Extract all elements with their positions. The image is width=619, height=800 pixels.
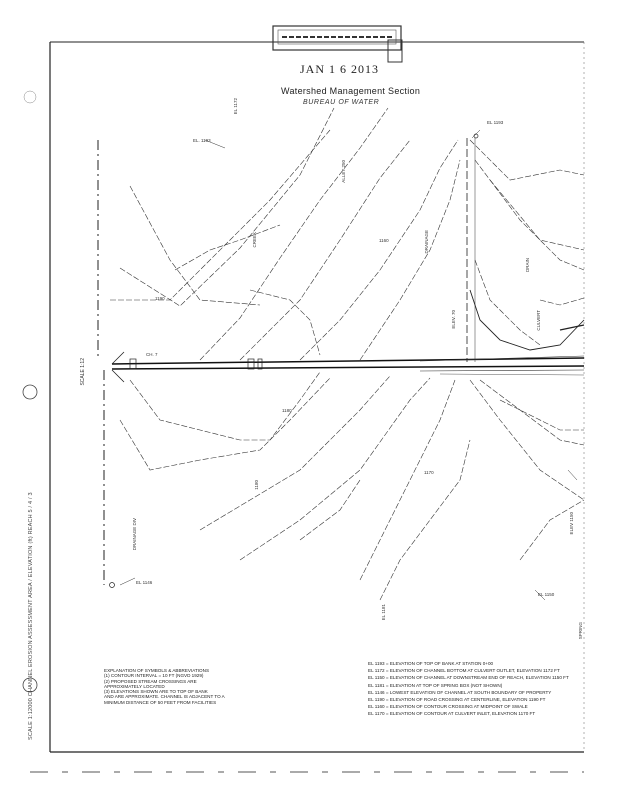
page-title: Watershed Management Section	[281, 86, 421, 96]
map-label: SPRING	[578, 622, 583, 640]
note-line: EXPLANATION OF SYMBOLS & ABBREVIATIONS	[104, 668, 210, 673]
note-line: APPROXIMATELY LOCATED	[104, 683, 165, 689]
map-label: EL 1193	[487, 120, 504, 125]
notes-left	[104, 668, 254, 705]
map-label: ELEV 1150	[569, 512, 574, 535]
map-label: EL 1150	[538, 592, 555, 597]
map-label: 1190	[155, 296, 165, 301]
side-annotation: SCALE 1:12000 CHANNEL EROSION ASSESSMENT AREA / ELEVATION (ft) REACH 5 / 4 / 3	[28, 492, 34, 740]
page-subtitle: BUREAU OF WATER	[303, 99, 380, 106]
map-label: EL 1146	[136, 580, 153, 585]
map-label: DRAIN	[525, 258, 530, 273]
map-label: EL. 1193	[193, 138, 211, 143]
map-label: CREEK	[252, 232, 257, 248]
map-label: CULVERT	[536, 310, 541, 331]
note-line: EL 1160 = ELEVATION OF CONTOUR CROSSING AT MIDPOINT OF SWALE	[368, 704, 528, 710]
map-label: DRAINAGE	[424, 230, 429, 254]
map-label: EL 1181	[381, 604, 386, 621]
map-label: ELEV. 70	[451, 310, 456, 329]
map-label: CH. 7	[146, 352, 158, 357]
map-label: ALLEY 250	[341, 160, 346, 183]
map-label: 1170	[424, 470, 434, 475]
map-label: 1180	[282, 408, 292, 413]
map-label: 1180	[254, 480, 259, 490]
note-line: MINIMUM DISTANCE OF 50 FEET FROM FACILITIES	[104, 699, 217, 705]
map-label: DRAINAGE DIV	[132, 518, 137, 551]
note-line: EL 1190 = ELEVATION OF ROAD CROSSING AT CENTERLINE, ELEVATION 1190 FT	[368, 697, 546, 703]
scale-label: SCALE 1:12	[80, 358, 86, 386]
map-label: 1160	[379, 238, 389, 243]
note-line: (1) CONTOUR INTERVAL = 10 FT (NGVD 1929)	[104, 673, 204, 679]
map-label: EL 1172	[233, 98, 238, 115]
note-line: EL 1170 = ELEVATION OF CONTOUR AT CULVERT INLET, ELEVATION 1170 FT	[368, 711, 536, 717]
note-line: AND ARE APPROXIMATE. CHANNEL IS ADJACENT TO A	[104, 694, 225, 700]
received-date-stamp: JAN 1 6 2013	[300, 62, 380, 76]
notes-right	[368, 660, 593, 718]
note-line: EL 1146 = LOWEST ELEVATION OF CHANNEL AT SOUTH BOUNDARY OF PROPERTY	[368, 689, 552, 695]
note-line: EL 1172 = ELEVATION OF CHANNEL BOTTOM AT CULVERT OUTLET, ELEVATION 1172 FT	[368, 668, 560, 674]
note-line: EL 1181 = ELEVATION AT TOP OF SPRING BOX (NOT SHOWN)	[368, 682, 503, 688]
note-line: EL 1150 = ELEVATION OF CHANNEL AT DOWNSTREAM END OF REACH, ELEVATION 1150 FT	[368, 675, 569, 681]
note-line: (2) PROPOSED STREAM CROSSINGS ARE	[104, 678, 197, 684]
note-line: (3) ELEVATIONS SHOWN ARE TO TOP OF BANK	[104, 689, 208, 695]
note-line: EL 1193 = ELEVATION OF TOP OF BANK AT STATION 0+00	[368, 661, 494, 666]
